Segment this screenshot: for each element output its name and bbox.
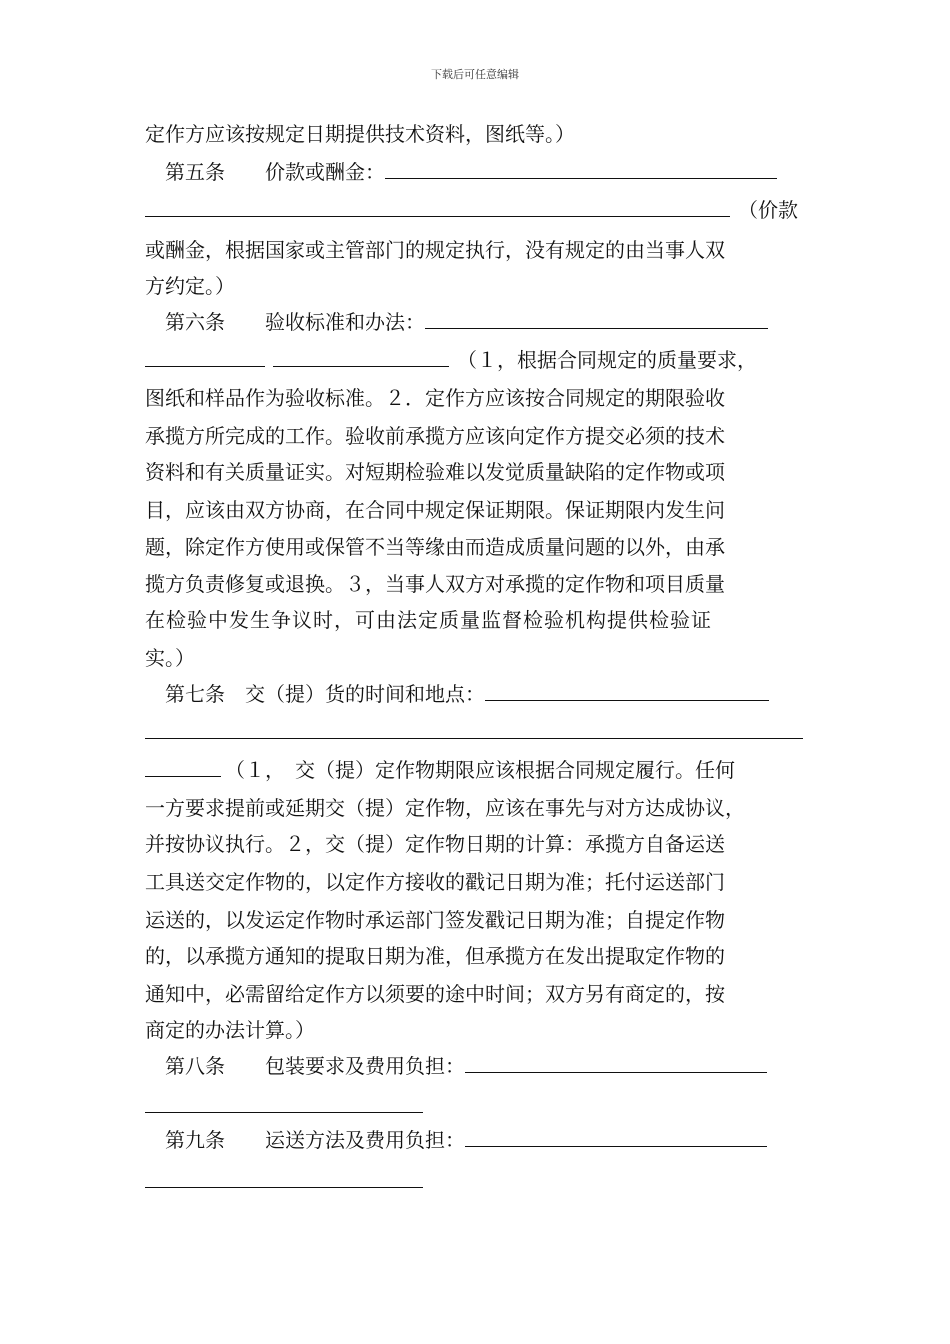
article-6 (165, 308, 768, 336)
text-line: 的，以承揽方通知的提取日期为准，但承揽方在发出提取定作物的 (145, 944, 725, 968)
article-9 (165, 1126, 767, 1154)
text-line: 并按协议执行。２，交（提）定作物日期的计算：承揽方自备运送 (145, 832, 725, 856)
acceptance-field-cont[interactable] (145, 348, 265, 367)
text-line: 或酬金，根据国家或主管部门的规定执行，没有规定的由当事人双 (145, 238, 725, 262)
acceptance-field[interactable] (425, 310, 768, 329)
text-line: （１，根据合同规定的质量要求， (145, 346, 757, 374)
delivery-field[interactable] (485, 682, 769, 701)
text-line: 目，应该由双方协商，在合同中规定保证期限。保证期限内发生问 (145, 498, 725, 522)
text-line: （价款 (145, 196, 798, 224)
text-line: （１， 交（提）定作物期限应该根据合同规定履行。任何 (145, 756, 735, 784)
article-5-label: 第五条 价款或酬金： (165, 160, 385, 184)
price-field-cont[interactable] (145, 198, 730, 217)
article-8 (165, 1052, 767, 1080)
text-line: 实。） (145, 646, 195, 670)
article-5 (165, 158, 777, 186)
delivery-field-cont[interactable] (145, 738, 803, 739)
article-7-label: 第七条 交（提）货的时间和地点： (165, 682, 485, 706)
acceptance-field-cont2[interactable] (273, 348, 449, 367)
text-line: 揽方负责修复或退换。３，当事人双方对承揽的定作物和项目质量 (145, 572, 725, 596)
text-line: 一方要求提前或延期交（提）定作物，应该在事先与对方达成协议， (145, 796, 745, 820)
text-line: 图纸和样品作为验收标准。２．定作方应该按合同规定的期限验收 (145, 386, 725, 410)
article-8-label: 第八条 包装要求及费用负担： (165, 1054, 465, 1078)
price-field[interactable] (385, 160, 777, 179)
transport-field[interactable] (465, 1128, 767, 1147)
text-line: 资料和有关质量证实。对短期检验难以发觉质量缺陷的定作物或项 (145, 460, 725, 484)
delivery-field-cont2[interactable] (145, 758, 221, 777)
text-line: 定作方应该按规定日期提供技术资料，图纸等。） (145, 122, 575, 146)
article-9-label: 第九条 运送方法及费用负担： (165, 1128, 465, 1152)
text-line: 商定的办法计算。） (145, 1018, 315, 1042)
text-line: 方约定。） (145, 274, 235, 298)
text-line: 工具送交定作物的，以定作方接收的戳记日期为准；托付运送部门 (145, 870, 725, 894)
article-7 (165, 680, 769, 708)
article-6-label: 第六条 验收标准和办法： (165, 310, 425, 334)
text-line: 在检验中发生争议时，可由法定质量监督检验机构提供检验证 (145, 608, 712, 632)
text-line: 承揽方所完成的工作。验收前承揽方应该向定作方提交必须的技术 (145, 424, 725, 448)
text-line: 题，除定作方使用或保管不当等缘由而造成质量问题的以外，由承 (145, 535, 725, 559)
packaging-field[interactable] (465, 1054, 767, 1073)
packaging-field-cont[interactable] (145, 1112, 423, 1113)
transport-field-cont[interactable] (145, 1187, 423, 1188)
text-line: 通知中，必需留给定作方以须要的途中时间；双方另有商定的，按 (145, 982, 725, 1006)
page-header: 下载后可任意编辑 (431, 68, 519, 81)
text-line: 运送的，以发运定作物时承运部门签发戳记日期为准；自提定作物 (145, 908, 725, 932)
